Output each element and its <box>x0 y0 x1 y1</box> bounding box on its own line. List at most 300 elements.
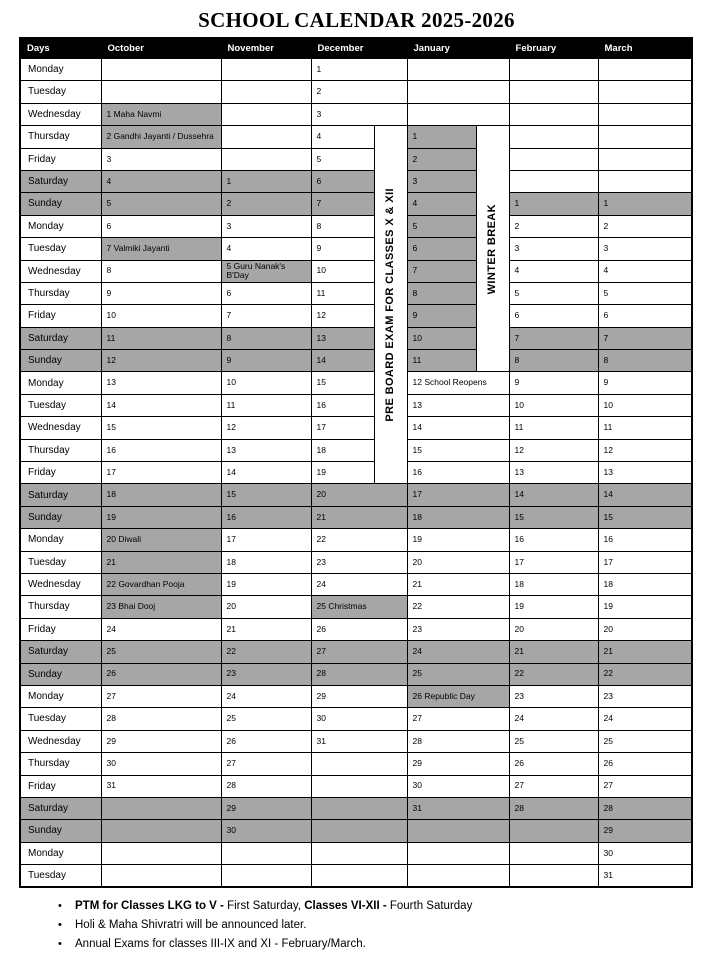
date-cell-november: 7 <box>221 305 311 327</box>
header-december: December <box>311 38 407 59</box>
date-cell-october <box>101 797 221 819</box>
date-cell-december: 27 <box>311 641 407 663</box>
page-title: SCHOOL CALENDAR 2025-2026 <box>198 8 515 32</box>
date-cell-december: 1 <box>311 59 407 81</box>
day-cell: Thursday <box>20 126 101 148</box>
date-cell-november: 9 <box>221 350 311 372</box>
note-item <box>58 935 713 953</box>
date-cell-march: 8 <box>598 350 692 372</box>
date-cell-march: 5 <box>598 282 692 304</box>
calendar-row <box>20 730 692 752</box>
date-cell-march: 7 <box>598 327 692 349</box>
date-cell-february: 13 <box>509 462 598 484</box>
date-cell-february: 9 <box>509 372 598 394</box>
date-cell-january: 21 <box>407 573 509 595</box>
day-cell: Sunday <box>20 663 101 685</box>
date-cell-january: 5 <box>407 215 476 237</box>
date-cell-november: 4 <box>221 238 311 260</box>
date-cell-november <box>221 59 311 81</box>
date-cell-october: 12 <box>101 350 221 372</box>
date-cell-october: 9 <box>101 282 221 304</box>
date-cell-march: 24 <box>598 708 692 730</box>
day-cell: Sunday <box>20 820 101 842</box>
date-cell-december: 28 <box>311 663 407 685</box>
date-cell-november: 10 <box>221 372 311 394</box>
date-cell-january: 16 <box>407 462 509 484</box>
date-cell-october: 20 Diwali <box>101 529 221 551</box>
date-cell-december: 30 <box>311 708 407 730</box>
date-cell-january: 4 <box>407 193 476 215</box>
date-cell-march: 23 <box>598 685 692 707</box>
date-cell-january: 27 <box>407 708 509 730</box>
date-cell-december: 15 <box>311 372 374 394</box>
date-cell-march: 27 <box>598 775 692 797</box>
preboard-exam-band <box>374 126 407 484</box>
calendar-row <box>20 775 692 797</box>
date-cell-october <box>101 865 221 888</box>
date-cell-november: 19 <box>221 573 311 595</box>
date-cell-march: 3 <box>598 238 692 260</box>
date-cell-december <box>311 842 407 864</box>
date-cell-february <box>509 59 598 81</box>
date-cell-december: 6 <box>311 170 374 192</box>
date-cell-january: 18 <box>407 506 509 528</box>
date-cell-february <box>509 820 598 842</box>
date-cell-november <box>221 148 311 170</box>
date-cell-february: 19 <box>509 596 598 618</box>
date-cell-february <box>509 170 598 192</box>
date-cell-october: 13 <box>101 372 221 394</box>
date-cell-march: 1 <box>598 193 692 215</box>
date-cell-december: 23 <box>311 551 407 573</box>
date-cell-march: 4 <box>598 260 692 282</box>
calendar-row <box>20 260 692 282</box>
header-march: March <box>598 38 692 59</box>
date-cell-march: 26 <box>598 753 692 775</box>
date-cell-november: 18 <box>221 551 311 573</box>
day-cell: Tuesday <box>20 394 101 416</box>
date-cell-march: 11 <box>598 417 692 439</box>
day-cell: Friday <box>20 148 101 170</box>
date-cell-october: 22 Govardhan Pooja <box>101 573 221 595</box>
day-cell: Monday <box>20 529 101 551</box>
date-cell-november: 2 <box>221 193 311 215</box>
day-cell: Monday <box>20 215 101 237</box>
date-cell-january: 7 <box>407 260 476 282</box>
date-cell-december: 17 <box>311 417 374 439</box>
date-cell-february <box>509 126 598 148</box>
day-cell: Thursday <box>20 596 101 618</box>
calendar-row <box>20 170 692 192</box>
note-item <box>58 897 713 916</box>
note-text: Classes VI-XII - <box>304 900 390 913</box>
day-cell: Tuesday <box>20 551 101 573</box>
date-cell-march: 30 <box>598 842 692 864</box>
calendar-row <box>20 81 692 103</box>
winter-break-band <box>476 126 509 372</box>
date-cell-october: 27 <box>101 685 221 707</box>
day-cell: Monday <box>20 59 101 81</box>
date-cell-february: 21 <box>509 641 598 663</box>
calendar-row <box>20 282 692 304</box>
date-cell-december: 4 <box>311 126 374 148</box>
date-cell-october <box>101 81 221 103</box>
date-cell-november: 30 <box>221 820 311 842</box>
calendar-row <box>20 215 692 237</box>
date-cell-march <box>598 126 692 148</box>
date-cell-january: 29 <box>407 753 509 775</box>
date-cell-january <box>407 81 509 103</box>
calendar-row <box>20 842 692 864</box>
day-cell: Saturday <box>20 641 101 663</box>
day-cell: Wednesday <box>20 260 101 282</box>
date-cell-november: 23 <box>221 663 311 685</box>
date-cell-january: 3 <box>407 170 476 192</box>
date-cell-january: 10 <box>407 327 476 349</box>
date-cell-february: 7 <box>509 327 598 349</box>
calendar-row <box>20 462 692 484</box>
day-cell: Friday <box>20 305 101 327</box>
calendar-row <box>20 618 692 640</box>
note-text: PTM for Classes LKG to V - <box>75 900 228 913</box>
date-cell-march: 31 <box>598 865 692 888</box>
date-cell-january: 14 <box>407 417 509 439</box>
day-cell: Saturday <box>20 484 101 506</box>
date-cell-december: 25 Christmas <box>311 596 407 618</box>
calendar-row <box>20 708 692 730</box>
day-cell: Friday <box>20 618 101 640</box>
date-cell-december: 5 <box>311 148 374 170</box>
day-cell: Saturday <box>20 327 101 349</box>
date-cell-february: 1 <box>509 193 598 215</box>
date-cell-december: 29 <box>311 685 407 707</box>
date-cell-march: 22 <box>598 663 692 685</box>
date-cell-december: 21 <box>311 506 407 528</box>
date-cell-march: 13 <box>598 462 692 484</box>
day-cell: Tuesday <box>20 81 101 103</box>
date-cell-march: 10 <box>598 394 692 416</box>
date-cell-november: 15 <box>221 484 311 506</box>
date-cell-february: 28 <box>509 797 598 819</box>
day-cell: Tuesday <box>20 238 101 260</box>
calendar-row <box>20 685 692 707</box>
calendar-row <box>20 484 692 506</box>
date-cell-january <box>407 820 509 842</box>
calendar-row <box>20 753 692 775</box>
date-cell-march: 12 <box>598 439 692 461</box>
date-cell-december: 20 <box>311 484 407 506</box>
date-cell-january: 19 <box>407 529 509 551</box>
day-cell: Thursday <box>20 753 101 775</box>
date-cell-february: 4 <box>509 260 598 282</box>
date-cell-february: 3 <box>509 238 598 260</box>
note-text: Annual Exams for classes III-IX and XI - February/March. <box>75 937 366 950</box>
date-cell-february <box>509 842 598 864</box>
date-cell-october: 30 <box>101 753 221 775</box>
date-cell-november: 16 <box>221 506 311 528</box>
date-cell-january: 28 <box>407 730 509 752</box>
calendar-row <box>20 238 692 260</box>
date-cell-february: 16 <box>509 529 598 551</box>
date-cell-february: 20 <box>509 618 598 640</box>
date-cell-december: 3 <box>311 103 407 125</box>
date-cell-november: 20 <box>221 596 311 618</box>
date-cell-january: 2 <box>407 148 476 170</box>
date-cell-november <box>221 103 311 125</box>
date-cell-january <box>407 103 509 125</box>
header-november: November <box>221 38 311 59</box>
date-cell-november: 6 <box>221 282 311 304</box>
date-cell-march: 14 <box>598 484 692 506</box>
day-cell: Sunday <box>20 506 101 528</box>
day-cell: Monday <box>20 842 101 864</box>
date-cell-october: 25 <box>101 641 221 663</box>
date-cell-january: 12 School Reopens <box>407 372 509 394</box>
date-cell-october: 11 <box>101 327 221 349</box>
date-cell-march: 25 <box>598 730 692 752</box>
calendar-row <box>20 372 692 394</box>
date-cell-november: 21 <box>221 618 311 640</box>
day-cell: Sunday <box>20 350 101 372</box>
date-cell-december: 11 <box>311 282 374 304</box>
date-cell-january: 8 <box>407 282 476 304</box>
date-cell-december: 24 <box>311 573 407 595</box>
date-cell-january: 17 <box>407 484 509 506</box>
day-cell: Wednesday <box>20 573 101 595</box>
date-cell-february <box>509 81 598 103</box>
date-cell-november: 26 <box>221 730 311 752</box>
date-cell-december: 10 <box>311 260 374 282</box>
date-cell-january: 9 <box>407 305 476 327</box>
date-cell-february <box>509 103 598 125</box>
calendar-row <box>20 305 692 327</box>
day-cell: Thursday <box>20 439 101 461</box>
date-cell-october: 16 <box>101 439 221 461</box>
date-cell-october: 23 Bhai Dooj <box>101 596 221 618</box>
date-cell-december: 12 <box>311 305 374 327</box>
date-cell-february: 27 <box>509 775 598 797</box>
date-cell-february: 2 <box>509 215 598 237</box>
calendar-row <box>20 193 692 215</box>
day-cell: Monday <box>20 685 101 707</box>
date-cell-march <box>598 148 692 170</box>
calendar-row <box>20 148 692 170</box>
date-cell-january: 15 <box>407 439 509 461</box>
date-cell-february: 18 <box>509 573 598 595</box>
calendar-row <box>20 103 692 125</box>
date-cell-december: 19 <box>311 462 374 484</box>
date-cell-october: 26 <box>101 663 221 685</box>
date-cell-december: 9 <box>311 238 374 260</box>
calendar-row <box>20 663 692 685</box>
date-cell-march <box>598 170 692 192</box>
date-cell-february: 15 <box>509 506 598 528</box>
date-cell-october: 18 <box>101 484 221 506</box>
date-cell-march <box>598 103 692 125</box>
calendar-row <box>20 529 692 551</box>
day-cell: Saturday <box>20 797 101 819</box>
date-cell-december: 14 <box>311 350 374 372</box>
date-cell-november: 12 <box>221 417 311 439</box>
date-cell-december: 2 <box>311 81 407 103</box>
winter-break-label: WINTER BREAK <box>486 203 499 294</box>
date-cell-january: 22 <box>407 596 509 618</box>
date-cell-march: 17 <box>598 551 692 573</box>
date-cell-october: 15 <box>101 417 221 439</box>
date-cell-november: 8 <box>221 327 311 349</box>
date-cell-february: 14 <box>509 484 598 506</box>
date-cell-november: 13 <box>221 439 311 461</box>
calendar-row <box>20 439 692 461</box>
calendar-row <box>20 865 692 888</box>
date-cell-march: 16 <box>598 529 692 551</box>
date-cell-october: 17 <box>101 462 221 484</box>
date-cell-november: 28 <box>221 775 311 797</box>
calendar-row <box>20 394 692 416</box>
date-cell-october: 4 <box>101 170 221 192</box>
date-cell-march: 18 <box>598 573 692 595</box>
date-cell-february: 10 <box>509 394 598 416</box>
date-cell-november <box>221 865 311 888</box>
date-cell-november: 17 <box>221 529 311 551</box>
note-text: First Saturday, <box>227 900 305 913</box>
date-cell-february: 25 <box>509 730 598 752</box>
date-cell-february: 5 <box>509 282 598 304</box>
date-cell-november <box>221 81 311 103</box>
date-cell-january: 25 <box>407 663 509 685</box>
day-cell: Tuesday <box>20 865 101 888</box>
date-cell-november: 1 <box>221 170 311 192</box>
date-cell-october <box>101 59 221 81</box>
date-cell-december <box>311 865 407 888</box>
calendar-row <box>20 596 692 618</box>
date-cell-january: 20 <box>407 551 509 573</box>
date-cell-november: 3 <box>221 215 311 237</box>
calendar-row <box>20 641 692 663</box>
date-cell-february: 11 <box>509 417 598 439</box>
day-cell: Sunday <box>20 193 101 215</box>
date-cell-march <box>598 81 692 103</box>
date-cell-october: 1 Maha Navmi <box>101 103 221 125</box>
date-cell-december: 22 <box>311 529 407 551</box>
date-cell-february: 24 <box>509 708 598 730</box>
date-cell-february: 17 <box>509 551 598 573</box>
date-cell-october: 14 <box>101 394 221 416</box>
date-cell-march <box>598 59 692 81</box>
calendar-table <box>19 37 693 888</box>
date-cell-december <box>311 753 407 775</box>
date-cell-october: 29 <box>101 730 221 752</box>
date-cell-december: 18 <box>311 439 374 461</box>
date-cell-january: 11 <box>407 350 476 372</box>
date-cell-february: 6 <box>509 305 598 327</box>
date-cell-november <box>221 842 311 864</box>
date-cell-january: 1 <box>407 126 476 148</box>
date-cell-november: 22 <box>221 641 311 663</box>
date-cell-october: 7 Valmiki Jayanti <box>101 238 221 260</box>
calendar-row <box>20 551 692 573</box>
date-cell-march: 2 <box>598 215 692 237</box>
header-row <box>20 38 692 59</box>
date-cell-october: 28 <box>101 708 221 730</box>
header-october: October <box>101 38 221 59</box>
date-cell-november: 14 <box>221 462 311 484</box>
date-cell-march: 28 <box>598 797 692 819</box>
date-cell-february: 8 <box>509 350 598 372</box>
date-cell-october <box>101 842 221 864</box>
date-cell-november <box>221 126 311 148</box>
date-cell-december <box>311 820 407 842</box>
date-cell-october: 2 Gandhi Jayanti / Dussehra <box>101 126 221 148</box>
date-cell-march: 6 <box>598 305 692 327</box>
date-cell-march: 20 <box>598 618 692 640</box>
day-cell: Monday <box>20 372 101 394</box>
date-cell-january: 26 Republic Day <box>407 685 509 707</box>
date-cell-december <box>311 775 407 797</box>
date-cell-march: 9 <box>598 372 692 394</box>
date-cell-october: 21 <box>101 551 221 573</box>
day-cell: Friday <box>20 462 101 484</box>
date-cell-october: 5 <box>101 193 221 215</box>
bullet-icon: • <box>58 919 62 932</box>
header-january: January <box>407 38 509 59</box>
calendar-row <box>20 126 692 148</box>
date-cell-january: 13 <box>407 394 509 416</box>
note-item <box>58 916 713 935</box>
date-cell-december: 16 <box>311 394 374 416</box>
day-cell: Friday <box>20 775 101 797</box>
date-cell-february: 22 <box>509 663 598 685</box>
bullet-icon: • <box>58 900 62 913</box>
date-cell-march: 21 <box>598 641 692 663</box>
date-cell-january: 24 <box>407 641 509 663</box>
date-cell-october: 6 <box>101 215 221 237</box>
date-cell-march: 19 <box>598 596 692 618</box>
date-cell-november: 27 <box>221 753 311 775</box>
date-cell-november: 29 <box>221 797 311 819</box>
date-cell-january <box>407 59 509 81</box>
calendar-row <box>20 506 692 528</box>
day-cell: Saturday <box>20 170 101 192</box>
date-cell-march: 15 <box>598 506 692 528</box>
date-cell-november: 24 <box>221 685 311 707</box>
date-cell-december: 7 <box>311 193 374 215</box>
date-cell-february: 26 <box>509 753 598 775</box>
date-cell-november: 11 <box>221 394 311 416</box>
header-days: Days <box>20 38 101 59</box>
note-text: Fourth Saturday <box>389 900 473 913</box>
header-february: February <box>509 38 598 59</box>
day-cell: Thursday <box>20 282 101 304</box>
day-cell: Wednesday <box>20 730 101 752</box>
calendar-row <box>20 417 692 439</box>
date-cell-october <box>101 820 221 842</box>
date-cell-january <box>407 842 509 864</box>
date-cell-january <box>407 865 509 888</box>
date-cell-february <box>509 148 598 170</box>
date-cell-october: 8 <box>101 260 221 282</box>
date-cell-february <box>509 865 598 888</box>
date-cell-february: 12 <box>509 439 598 461</box>
preboard-exam-label: PRE BOARD EXAM FOR CLASSES X & XII <box>384 187 397 422</box>
date-cell-december <box>311 797 407 819</box>
date-cell-october: 3 <box>101 148 221 170</box>
calendar-row <box>20 350 692 372</box>
date-cell-december: 8 <box>311 215 374 237</box>
date-cell-march: 29 <box>598 820 692 842</box>
date-cell-december: 26 <box>311 618 407 640</box>
date-cell-december: 13 <box>311 327 374 349</box>
